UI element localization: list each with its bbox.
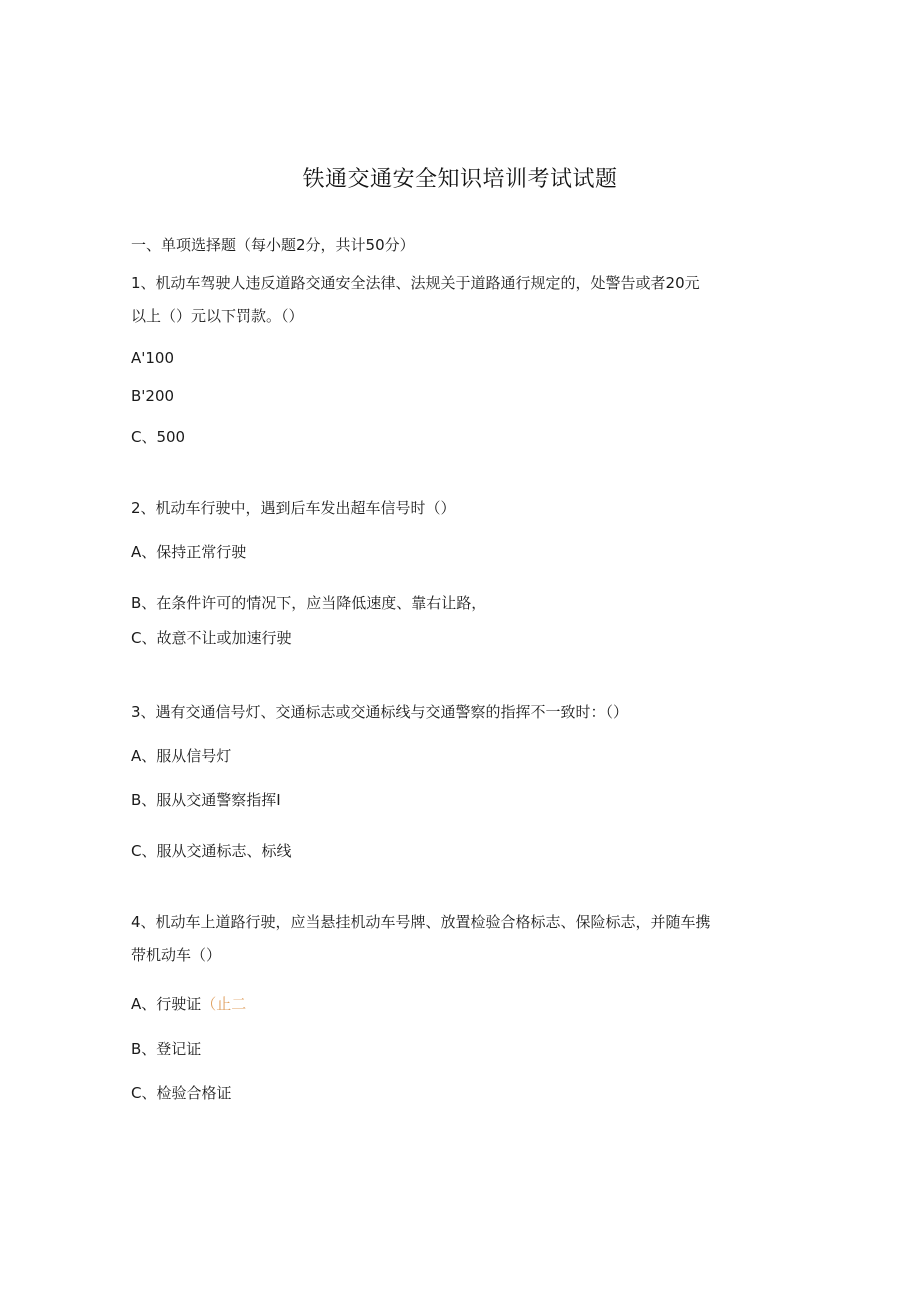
question-4-option-c: C、检验合格证 xyxy=(131,1084,232,1102)
question-4-option-a-row xyxy=(131,994,246,1014)
question-3-option-a: A、服从信号灯 xyxy=(131,747,232,765)
question-2-option-b: B、在条件许可的情况下，应当降低速度、靠右让路， xyxy=(131,594,487,612)
question-4-stem-line-2: 带机动车（） xyxy=(131,946,222,964)
question-3-option-c: C、服从交通标志、标线 xyxy=(131,842,292,860)
question-3-option-b: B、服从交通警察指挥I xyxy=(131,791,281,809)
document-title: 铁通交通安全知识培训考试试题 xyxy=(302,167,618,192)
section-heading: 一、单项选择题（每小题2分，共计50分） xyxy=(131,236,415,254)
question-1-stem-line-2: 以上（）元以下罚款。（） xyxy=(131,307,304,325)
question-4-option-a: A、行驶证 xyxy=(131,995,202,1013)
question-1-option-b: B'200 xyxy=(131,387,175,405)
question-1-option-a: A'100 xyxy=(131,349,175,367)
question-4-stem-line-1: 4、机动车上道路行驶，应当悬挂机动车号牌、放置检验合格标志、保险标志，并随车携 xyxy=(131,913,711,931)
question-2-stem: 2、机动车行驶中，遇到后车发出超车信号时（） xyxy=(131,499,456,517)
question-1-option-c: C、500 xyxy=(131,428,186,446)
question-4-option-a-mark: （止二 xyxy=(201,995,247,1013)
question-4-option-b: B、登记证 xyxy=(131,1040,202,1058)
question-2-option-a: A、保持正常行驶 xyxy=(131,543,247,561)
question-1-stem-line-1: 1、机动车驾驶人违反道路交通安全法律、法规关于道路通行规定的，处警告或者20元 xyxy=(131,274,700,292)
question-2-option-c: C、故意不让或加速行驶 xyxy=(131,629,292,647)
question-3-stem: 3、遇有交通信号灯、交通标志或交通标线与交通警察的指挥不一致时：（） xyxy=(131,703,629,721)
